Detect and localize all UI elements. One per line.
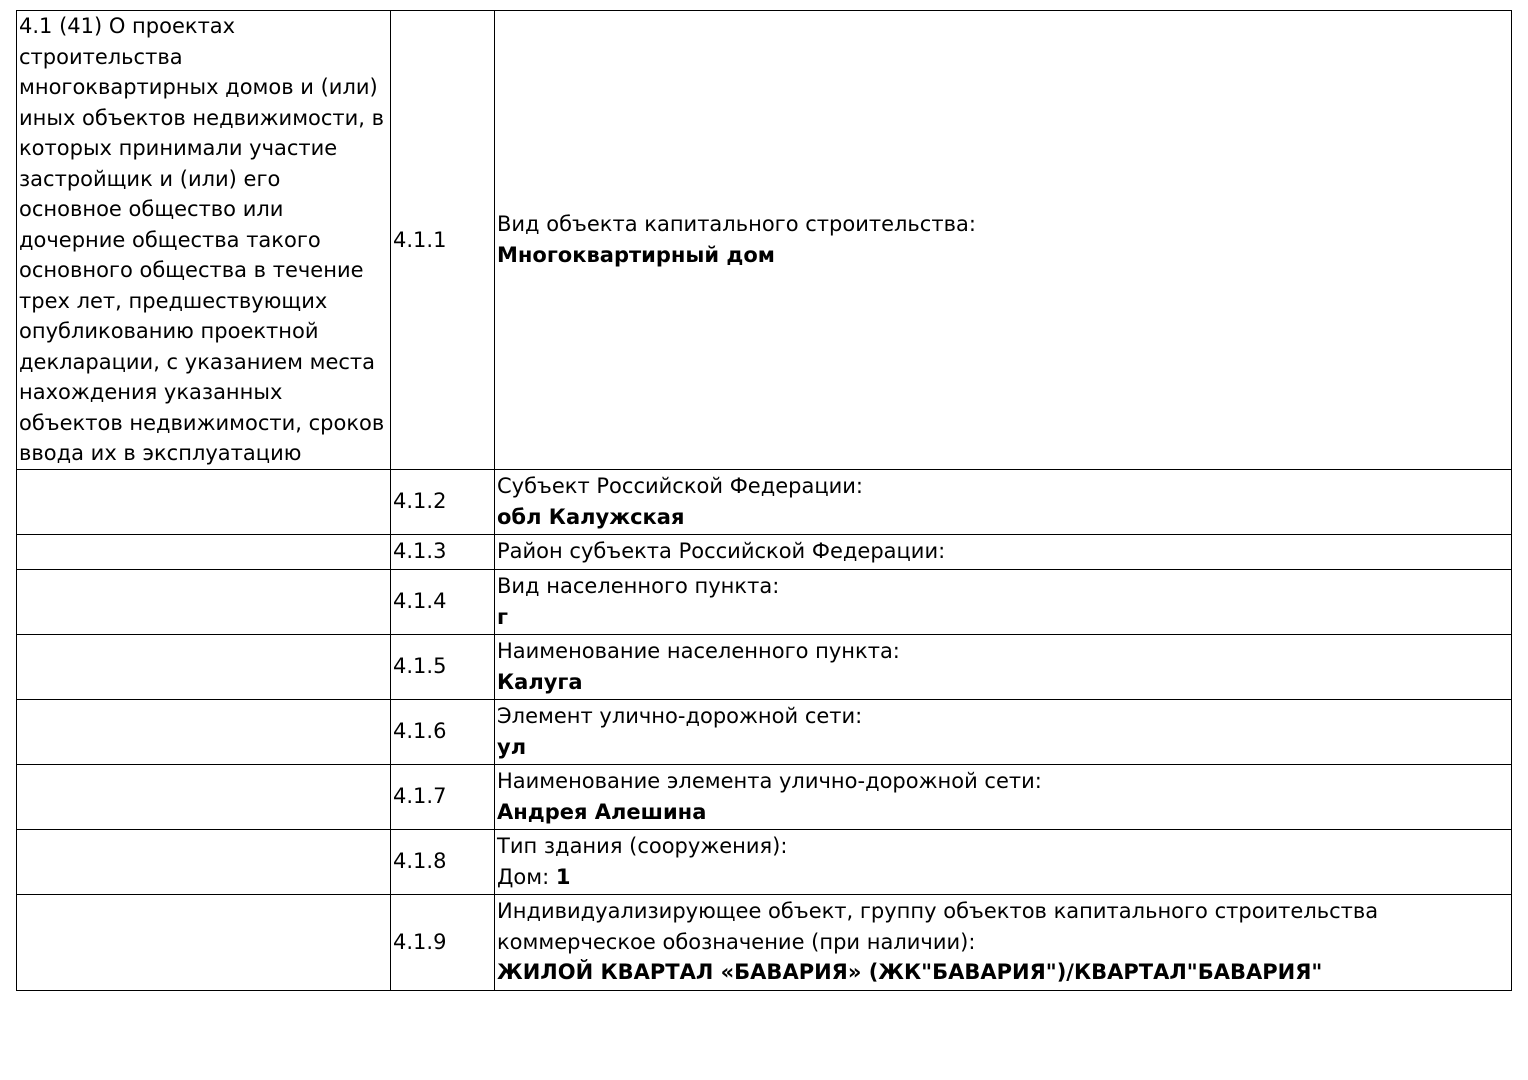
table-row [17, 894, 1512, 990]
table-row [17, 634, 1512, 699]
declaration-table [16, 10, 1512, 991]
row-content-cell [495, 534, 1512, 569]
table-row [17, 829, 1512, 894]
row-code: 4.1.9 [393, 929, 447, 954]
row-code-cell [391, 829, 495, 894]
row-code: 4.1.2 [393, 489, 447, 514]
section-empty-cell [17, 634, 391, 699]
field-label: Наименование элемента улично-дорожной сети: [497, 769, 1042, 793]
row-code-cell [391, 634, 495, 699]
table-row [17, 569, 1512, 634]
field-value-prefix: Дом: [497, 864, 550, 889]
section-title: 4.1 (41) О проектах строительства многоквартирных домов и (или) иных объектов недвижимости, в которых принимали участие застройщик и (или) его основное общество или дочерние общества такого основного общества в течение трех лет, предшествующих опубликованию проектной декларации, с указанием места нахождения указанных объектов недвижимости, сроков ввода их в эксплуатацию [19, 14, 385, 465]
row-content-cell [495, 699, 1512, 764]
row-content-cell [495, 894, 1512, 990]
row-code: 4.1.4 [393, 589, 447, 614]
field-value: г [497, 604, 508, 629]
table-row [17, 534, 1512, 569]
section-empty-cell [17, 569, 391, 634]
table-row [17, 469, 1512, 534]
row-content-cell [495, 569, 1512, 634]
field-label: Элемент улично-дорожной сети: [497, 704, 863, 728]
table-row [17, 699, 1512, 764]
row-code: 4.1.1 [393, 227, 447, 252]
row-code-cell [391, 699, 495, 764]
table-row [17, 764, 1512, 829]
field-value-number: 1 [555, 864, 571, 889]
field-value [497, 862, 1509, 893]
field-value: обл Калужская [497, 504, 685, 529]
section-empty-cell [17, 699, 391, 764]
row-code-cell [391, 569, 495, 634]
section-empty-cell [17, 534, 391, 569]
field-label: Индивидуализирующее объект, группу объектов капитального строительства коммерческое обозначение (при наличии): [497, 899, 1379, 954]
row-code: 4.1.5 [393, 654, 447, 679]
field-label: Субъект Российской Федерации: [497, 474, 863, 498]
row-code-cell [391, 534, 495, 569]
section-empty-cell [17, 764, 391, 829]
field-value: ЖИЛОЙ КВАРТАЛ «БАВАРИЯ» (ЖК"БАВАРИЯ")/КВАРТАЛ"БАВАРИЯ" [497, 960, 1323, 985]
field-label: Наименование населенного пункта: [497, 639, 900, 663]
row-code: 4.1.3 [393, 539, 447, 564]
section-empty-cell [17, 894, 391, 990]
table-row [17, 11, 1512, 470]
field-label: Тип здания (сооружения): [497, 834, 788, 858]
row-code: 4.1.7 [393, 784, 447, 809]
section-empty-cell [17, 469, 391, 534]
row-code-cell [391, 469, 495, 534]
row-code-cell [391, 764, 495, 829]
row-code: 4.1.6 [393, 719, 447, 744]
row-content-cell [495, 764, 1512, 829]
row-code-cell [391, 11, 495, 470]
field-value: Калуга [497, 669, 583, 694]
field-label: Вид объекта капитального строительства: [497, 212, 976, 237]
row-content-cell [495, 634, 1512, 699]
field-label: Вид населенного пункта: [497, 574, 780, 598]
field-value: ул [497, 734, 527, 759]
row-code-cell [391, 894, 495, 990]
row-code: 4.1.8 [393, 849, 447, 874]
row-content-cell [495, 829, 1512, 894]
field-value: Многоквартирный дом [497, 242, 775, 267]
field-label: Район субъекта Российской Федерации: [497, 539, 946, 564]
section-title-cell [17, 11, 391, 470]
row-content-cell [495, 469, 1512, 534]
row-content-cell [495, 11, 1512, 470]
field-value: Андрея Алешина [497, 799, 707, 824]
section-empty-cell [17, 829, 391, 894]
